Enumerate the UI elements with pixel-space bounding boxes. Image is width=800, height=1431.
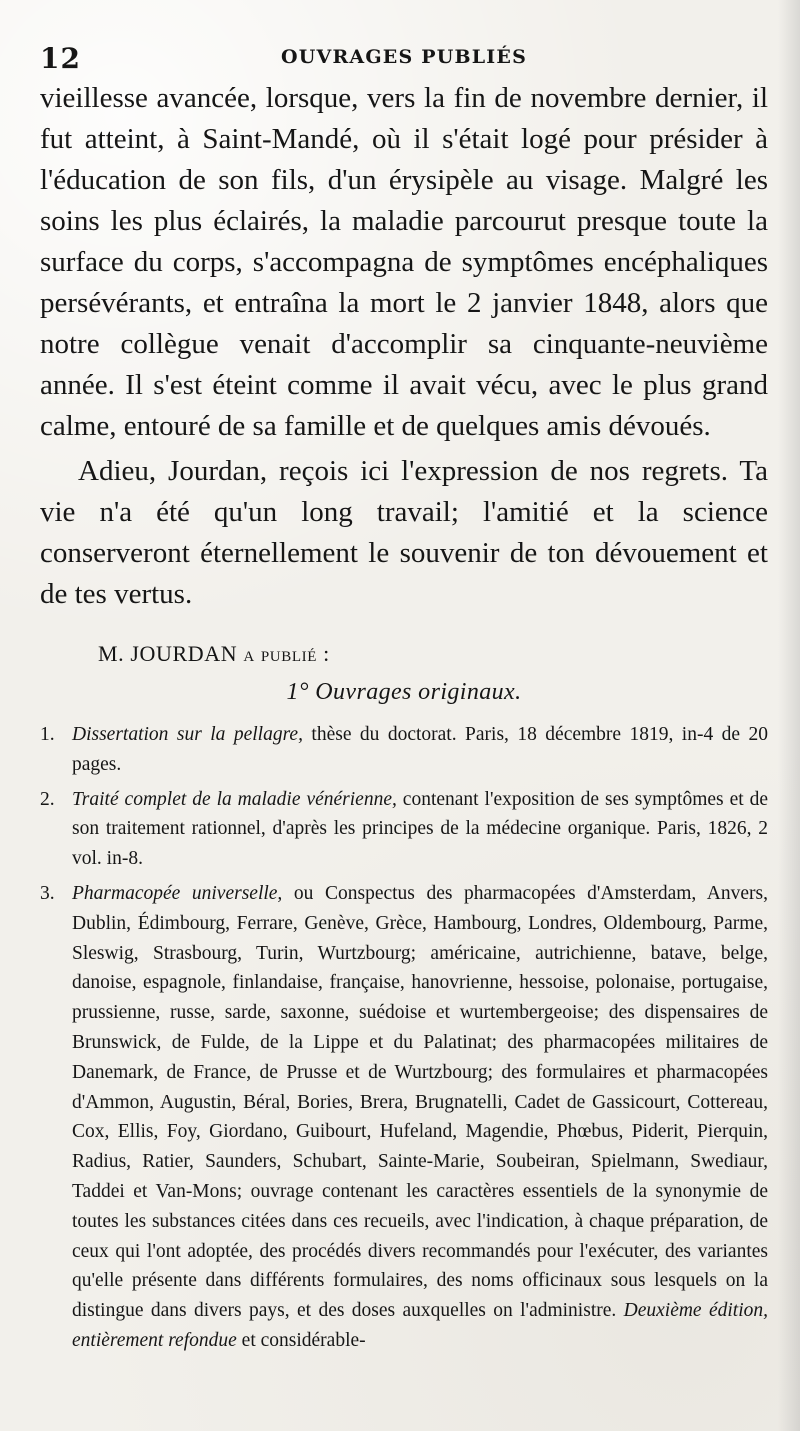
work-tail-plain: et considérable- — [236, 1329, 366, 1351]
works-list — [40, 720, 768, 1356]
section-title: 1° Ouvrages originaux. — [286, 679, 522, 705]
work-item-1 — [40, 720, 768, 780]
work-item-2 — [40, 785, 768, 874]
work-number: 2. — [40, 788, 55, 810]
work-title: Traité complet de la maladie vénérienne, — [72, 788, 397, 810]
work-tail-italic: Deuxième édition, entièrement refondue — [72, 1300, 768, 1351]
body-paragraph-1: vieillesse avancée, lorsque, vers la fin de novembre dernier, il fut atteint, à Saint-Mandé, où il s'était logé pour présider à l'éducation de son fils, d'un érysipèle au visage. Malgré les soins les plus éclairés, la maladie parcourut presque toute la surface du corps, s'accompagna de symptômes encéphaliques persévérants, et entraîna la mort le 2 janvier 1848, alors que notre collègue venait d'accomplir sa cinquante-neuvième année. Il s'est éteint comme il avait vécu, avec le plus grand calme, entouré de sa famille et de quelques amis dévoués. — [40, 82, 768, 442]
work-number: 3. — [40, 882, 55, 904]
page-header — [40, 34, 768, 78]
work-description: thèse du doctorat. Paris, 18 décembre 1819, in-4 de 20 pages. — [72, 724, 768, 775]
main-text — [40, 78, 768, 1356]
work-title: Pharmacopée universelle, — [72, 882, 283, 904]
work-description: contenant l'exposition de ses symptômes et de son traitement rationnel, d'après les principes de la médecine organique. Paris, 1826, 2 vol. in-8. — [72, 788, 768, 870]
page-edge-shadow — [778, 0, 800, 1431]
work-number: 1. — [40, 724, 55, 745]
published-intro: M. JOURDAN a publié : — [98, 641, 330, 666]
body-paragraph-2: Adieu, Jourdan, reçois ici l'expression de nos regrets. Ta vie n'a été qu'un long travail; l'amitié et la science conserveront éternellement le souvenir de ton dévouement et de tes vertus. — [40, 455, 768, 610]
work-title: Dissertation sur la pellagre, — [72, 724, 303, 745]
work-item-3 — [40, 879, 768, 1356]
page-number: 12 — [40, 42, 81, 75]
work-description: ou Conspectus des pharmacopées d'Amsterdam, Anvers, Dublin, Édimbourg, Ferrare, Genève, Grèce, Hambourg, Londres, Oldembourg, Parme, Sleswig, Strasbourg, Turin, Wurtzbourg; américaine, autrichienne, batave, belge, danoise, espagnole, finlandaise, française, hanovrienne, hessoise, polonaise, portugaise, prussienne, russe, sarde, saxonne, suédoise et wurtembergeoise; des dispensaires de Brunswick, de Fulde, de la Lippe et du Palatinat; des pharmacopées militaires de Danemark, de France, de Prusse et de Wurtzbourg; des formulaires et pharmacopées d'Ammon, Augustin, Béral, Bories, Brera, Brugnatelli, Cadet de Gassicourt, Cottereau, Cox, Ellis, Foy, Giordano, Guibourt, Hufeland, Magendie, Phœbus, Piderit, Pierquin, Radius, Ratier, Saunders, Schubart, Sainte-Marie, Soubeiran, Spielmann, Swediaur, Taddei et Van-Mons; ouvrage contenant les caractères essentiels de la synonymie de toutes les substances citées dans ces recueils, avec l'indication, à chaque préparation, de ceux qui l'ont adoptée, des procédés divers recommandés pour l'exécuter, des variantes qu'elle présente dans différents formulaires, des noms officinaux sous lesquels on la distingue dans divers pays, et des doses auxquelles on l'administre. — [72, 882, 768, 1322]
running-head: OUVRAGES PUBLIÉS — [280, 46, 527, 68]
